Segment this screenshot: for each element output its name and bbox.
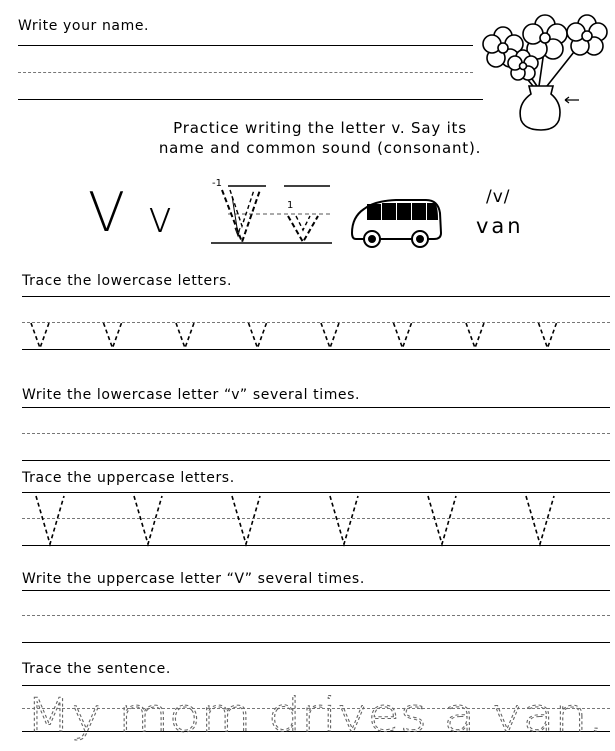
trace-uppercase-v <box>428 496 456 544</box>
write-lower-base[interactable] <box>22 460 610 461</box>
trace-lowercase-v <box>31 323 49 348</box>
letter-stroke-order-icon <box>208 178 338 248</box>
trace-upper-row[interactable] <box>22 494 610 546</box>
uppercase-letter: V <box>88 181 125 244</box>
trace-sentence[interactable] <box>20 684 612 744</box>
trace-lowercase-v <box>394 323 412 348</box>
write-lower-label: Write the lowercase letter “v” several times. <box>22 387 361 403</box>
trace-uppercase-v <box>330 496 358 544</box>
write-upper-label: Write the uppercase letter “V” several times. <box>22 571 365 587</box>
intro-line-2: name and common sound (consonant). <box>158 139 482 157</box>
trace-uppercase-v <box>36 496 64 544</box>
left-arrow-icon <box>564 96 580 104</box>
stroke-label-lower: 1 <box>287 200 294 211</box>
trace-lowercase-v <box>466 323 484 348</box>
sentence-text: My mom drives a van. <box>26 688 604 742</box>
trace-lowercase-v <box>176 323 194 348</box>
write-upper-mid <box>22 615 610 616</box>
trace-uppercase-v <box>134 496 162 544</box>
trace-upper-top <box>22 492 610 493</box>
trace-lower-top <box>22 296 610 297</box>
trace-lowercase-v <box>249 323 267 348</box>
stroke-label-upper: -1 <box>212 178 222 189</box>
trace-lowercase-v <box>321 323 339 348</box>
trace-uppercase-v <box>526 496 554 544</box>
trace-uppercase-v <box>232 496 260 544</box>
write-upper-base[interactable] <box>22 642 610 643</box>
trace-lowercase-v <box>539 323 557 348</box>
sound-text: /v/ <box>486 187 511 207</box>
name-mid-line <box>18 72 473 73</box>
write-lower-top <box>22 407 610 408</box>
write-lower-mid <box>22 433 610 434</box>
van-icon <box>348 195 444 251</box>
name-top-line <box>18 45 473 46</box>
trace-lowercase-v <box>104 323 122 348</box>
intro-line-1: Practice writing the letter v. Say its <box>173 119 467 137</box>
trace-lower-row[interactable] <box>22 321 610 351</box>
name-base-line[interactable] <box>18 99 483 100</box>
lowercase-letter: v <box>147 192 174 243</box>
trace-lower-label: Trace the lowercase letters. <box>22 273 233 289</box>
word-text: van <box>476 214 524 238</box>
write-upper-top <box>22 590 610 591</box>
trace-upper-label: Trace the uppercase letters. <box>22 470 235 486</box>
write-name-label: Write your name. <box>18 18 150 34</box>
flower-vase-icon <box>463 8 613 133</box>
trace-sentence-label: Trace the sentence. <box>22 661 171 677</box>
